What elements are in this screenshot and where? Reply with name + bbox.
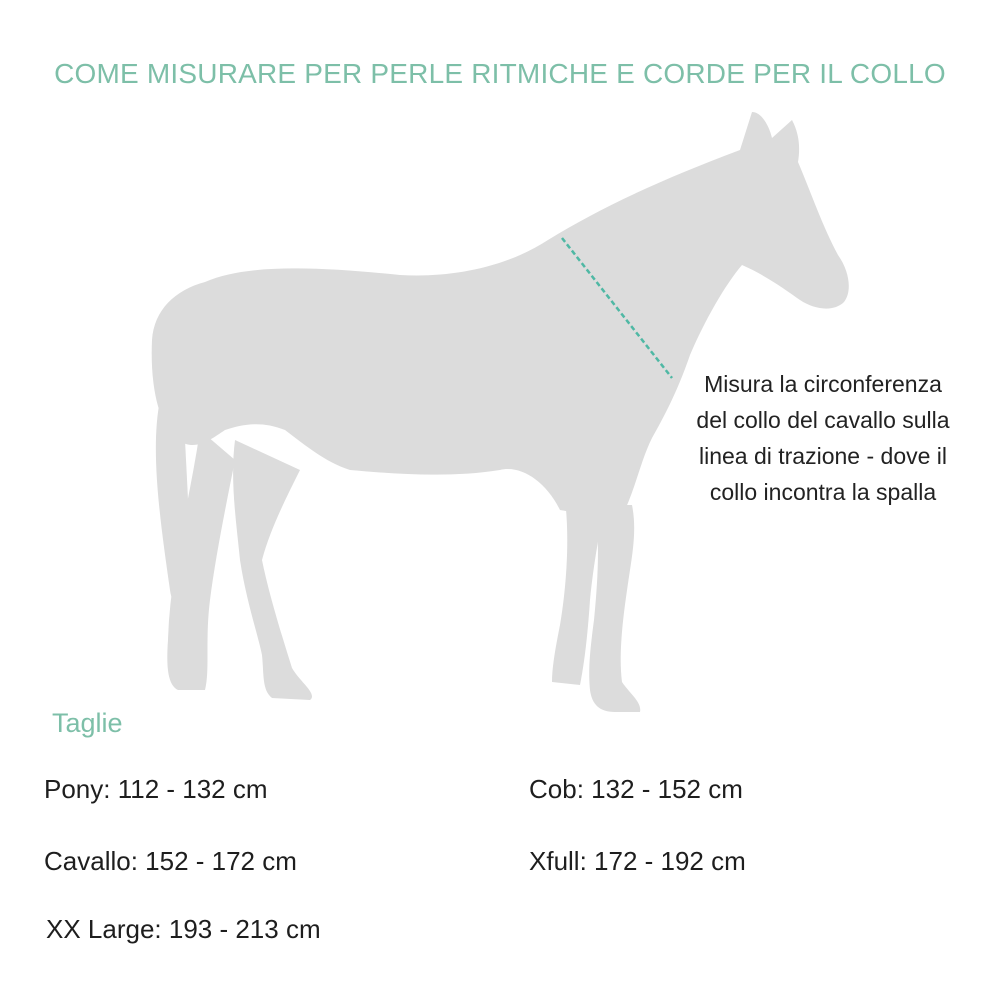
size-cavallo: Cavallo: 152 - 172 cm (44, 846, 297, 876)
measurement-instruction: Misura la circonferenza del collo del cavallo sulla linea di trazione - dove il collo incontra la spalla (696, 371, 950, 505)
size-xfull: Xfull: 172 - 192 cm (529, 846, 746, 876)
size-xx-large: XX Large: 193 - 213 cm (46, 914, 321, 944)
sizes-heading: Taglie (52, 708, 123, 738)
size-cob: Cob: 132 - 152 cm (529, 774, 743, 804)
size-pony: Pony: 112 - 132 cm (44, 774, 268, 804)
page-title: COME MISURARE PER PERLE RITMICHE E CORDE PER IL COLLO (54, 58, 946, 89)
